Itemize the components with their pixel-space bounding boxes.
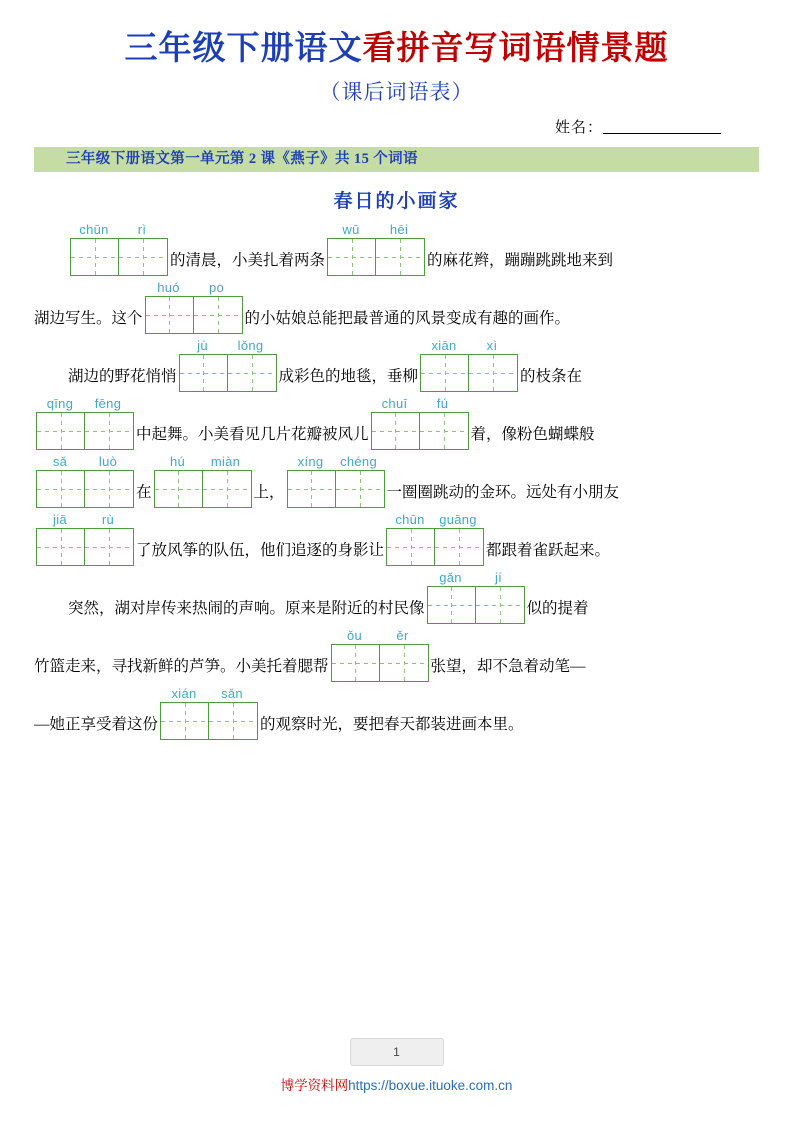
passage-text: —她正享受着这份 [34, 716, 159, 733]
pinyin-answer-box[interactable] [160, 685, 258, 740]
tianzige-cell[interactable] [194, 297, 242, 333]
tianzige-cell[interactable] [209, 703, 257, 739]
pinyin-syllable: jù [197, 338, 208, 353]
passage-text: 的清晨，小美扎着两条 [170, 252, 326, 269]
tianzige-grid[interactable] [371, 412, 469, 450]
pinyin-syllable: sǎ [52, 454, 68, 469]
watermark-url: https://boxue.ituoke.com.cn [348, 1078, 513, 1093]
pinyin-syllable: chéng [340, 454, 377, 469]
pinyin-syllable: chūn [395, 512, 425, 527]
pinyin-syllable: huó [157, 280, 180, 295]
passage-text: 在 [136, 484, 152, 501]
passage-line [34, 627, 759, 682]
tianzige-cell[interactable] [85, 413, 133, 449]
pinyin-answer-box[interactable] [36, 511, 134, 566]
pinyin-syllable: jiā [53, 512, 67, 527]
tianzige-cell[interactable] [203, 471, 251, 507]
pinyin-syllable: fēng [94, 396, 122, 411]
passage-line [34, 685, 759, 740]
pinyin-answer-box[interactable] [327, 221, 425, 276]
passage-text: 湖边的野花悄悄 [68, 368, 177, 385]
pinyin-label [371, 395, 469, 412]
pinyin-syllable: lǒng [237, 338, 264, 353]
name-label: 姓名： [554, 120, 603, 136]
tianzige-grid[interactable] [327, 238, 425, 276]
watermark-brand: 博学资料网 [280, 1078, 349, 1093]
pinyin-syllable: fú [436, 396, 449, 411]
tianzige-grid[interactable] [36, 528, 134, 566]
tianzige-grid[interactable] [145, 296, 243, 334]
pinyin-syllable: luò [98, 454, 118, 469]
passage-text: 着，像粉色蝴蝶般 [470, 426, 595, 443]
pinyin-syllable: guāng [439, 512, 477, 527]
passage-text: 湖边写生。这个 [34, 310, 143, 327]
tianzige-cell[interactable] [85, 471, 133, 507]
pinyin-syllable: qīng [46, 396, 74, 411]
page-title [34, 28, 759, 70]
pinyin-answer-box[interactable] [386, 511, 484, 566]
page-number: 1 [350, 1038, 444, 1066]
passage-text: 的观察时光，要把春天都装进画本里。 [260, 716, 524, 733]
tianzige-grid[interactable] [179, 354, 277, 392]
tianzige-grid[interactable] [36, 412, 134, 450]
name-row [34, 116, 759, 137]
pinyin-syllable: po [208, 280, 225, 295]
tianzige-cell[interactable] [476, 587, 524, 623]
pinyin-syllable: xián [171, 686, 197, 701]
tianzige-grid[interactable] [36, 470, 134, 508]
tianzige-cell[interactable] [420, 413, 468, 449]
passage-text: 成彩色的地毯，垂柳 [278, 368, 419, 385]
tianzige-cell[interactable] [421, 355, 469, 391]
pinyin-answer-box[interactable] [179, 337, 277, 392]
passage-text: 一圈圈跳动的金环。远处有小朋友 [386, 484, 620, 501]
pinyin-answer-box[interactable] [36, 395, 134, 450]
passage-text: 似的提着 [526, 600, 589, 617]
passage-text: 张望，却不急着动笔— [430, 658, 586, 675]
tianzige-cell[interactable] [372, 413, 420, 449]
pinyin-answer-box[interactable] [145, 279, 243, 334]
passage-text: 了放风筝的队伍，他们追逐的身影让 [136, 542, 385, 559]
tianzige-grid[interactable] [70, 238, 168, 276]
tianzige-cell[interactable] [380, 645, 428, 681]
tianzige-cell[interactable] [428, 587, 476, 623]
passage-line [34, 221, 759, 276]
pinyin-syllable: hú [169, 454, 186, 469]
pinyin-answer-box[interactable] [420, 337, 518, 392]
tianzige-cell[interactable] [228, 355, 276, 391]
pinyin-label [70, 221, 168, 238]
pinyin-syllable: xíng [297, 454, 324, 469]
passage-text: 的小姑娘总能把最普通的风景变成有趣的画作。 [244, 310, 571, 327]
tianzige-cell[interactable] [180, 355, 228, 391]
passage-line [34, 279, 759, 334]
passage-line [34, 511, 759, 566]
tianzige-cell[interactable] [387, 529, 435, 565]
tianzige-cell[interactable] [119, 239, 167, 275]
page-title-blue: 三年级下册语文 [124, 31, 363, 67]
tianzige-cell[interactable] [336, 471, 384, 507]
tianzige-cell[interactable] [37, 413, 85, 449]
pinyin-syllable: sǎn [221, 686, 243, 701]
pinyin-syllable: miàn [210, 454, 241, 469]
tianzige-cell[interactable] [435, 529, 483, 565]
tianzige-cell[interactable] [161, 703, 209, 739]
pinyin-answer-box[interactable] [154, 453, 252, 508]
section-bar: 三年级下册语文第一单元第 2 课《燕子》共 15 个词语 [34, 147, 759, 172]
passage-line [34, 337, 759, 392]
pinyin-label [287, 453, 385, 470]
pinyin-syllable: ěr [396, 628, 409, 643]
tianzige-grid[interactable] [154, 470, 252, 508]
pinyin-syllable: rì [137, 222, 147, 237]
pinyin-answer-box[interactable] [70, 221, 168, 276]
tianzige-grid[interactable] [160, 702, 258, 740]
pinyin-answer-box[interactable] [371, 395, 469, 450]
pinyin-syllable: xì [486, 338, 498, 353]
tianzige-grid[interactable] [386, 528, 484, 566]
passage-text: 的枝条在 [520, 368, 583, 385]
pinyin-syllable: wū [342, 222, 360, 237]
tianzige-cell[interactable] [85, 529, 133, 565]
pinyin-syllable: ǒu [346, 628, 363, 643]
passage-line [34, 395, 759, 450]
page-title-red: 看拼音写词语情景题 [362, 31, 669, 67]
tianzige-cell[interactable] [332, 645, 380, 681]
pinyin-label [179, 337, 277, 354]
passage-line [34, 569, 759, 624]
passage-body [34, 221, 759, 740]
pinyin-label [160, 685, 258, 702]
pinyin-label [427, 569, 525, 586]
passage-text: 都跟着雀跃起来。 [486, 542, 611, 559]
pinyin-syllable: hēi [389, 222, 409, 237]
pinyin-syllable: jí [494, 570, 503, 585]
pinyin-label [145, 279, 243, 296]
page-subtitle: （课后词语表） [319, 80, 474, 104]
tianzige-cell[interactable] [376, 239, 424, 275]
watermark [0, 1074, 793, 1094]
pinyin-answer-box[interactable] [331, 627, 429, 682]
pinyin-syllable: xiān [431, 338, 457, 353]
passage-line [34, 453, 759, 508]
tianzige-cell[interactable] [155, 471, 203, 507]
tianzige-grid[interactable] [287, 470, 385, 508]
passage-title: 春日的小画家 [333, 191, 460, 212]
tianzige-cell[interactable] [37, 529, 85, 565]
pinyin-label [154, 453, 252, 470]
pinyin-syllable: chūn [79, 222, 109, 237]
pinyin-label [36, 453, 134, 470]
tianzige-cell[interactable] [146, 297, 194, 333]
passage-text: 的麻花辫，蹦蹦跳跳地来到 [427, 252, 614, 269]
pinyin-label [386, 511, 484, 528]
tianzige-cell[interactable] [469, 355, 517, 391]
pinyin-label [331, 627, 429, 644]
pinyin-syllable: chuī [381, 396, 408, 411]
tianzige-cell[interactable] [288, 471, 336, 507]
passage-text: 中起舞。小美看见几片花瓣被风儿 [136, 426, 369, 443]
passage-text: 突然，湖对岸传来热闹的声响。原来是附近的村民像 [68, 600, 425, 617]
pinyin-label [36, 395, 134, 412]
tianzige-grid[interactable] [331, 644, 429, 682]
tianzige-cell[interactable] [328, 239, 376, 275]
passage-text: 竹篮走来，寻找新鲜的芦笋。小美托着腮帮 [34, 658, 329, 675]
tianzige-grid[interactable] [427, 586, 525, 624]
passage-text: 上， [253, 484, 285, 501]
tianzige-cell[interactable] [71, 239, 119, 275]
pinyin-label [327, 221, 425, 238]
tianzige-grid[interactable] [420, 354, 518, 392]
pinyin-syllable: gǎn [439, 570, 462, 585]
pinyin-label [420, 337, 518, 354]
pinyin-label [36, 511, 134, 528]
pinyin-answer-box[interactable] [427, 569, 525, 624]
pinyin-syllable: rù [101, 512, 115, 527]
tianzige-cell[interactable] [37, 471, 85, 507]
pinyin-answer-box[interactable] [36, 453, 134, 508]
pinyin-answer-box[interactable] [287, 453, 385, 508]
name-input-blank[interactable] [603, 118, 721, 134]
